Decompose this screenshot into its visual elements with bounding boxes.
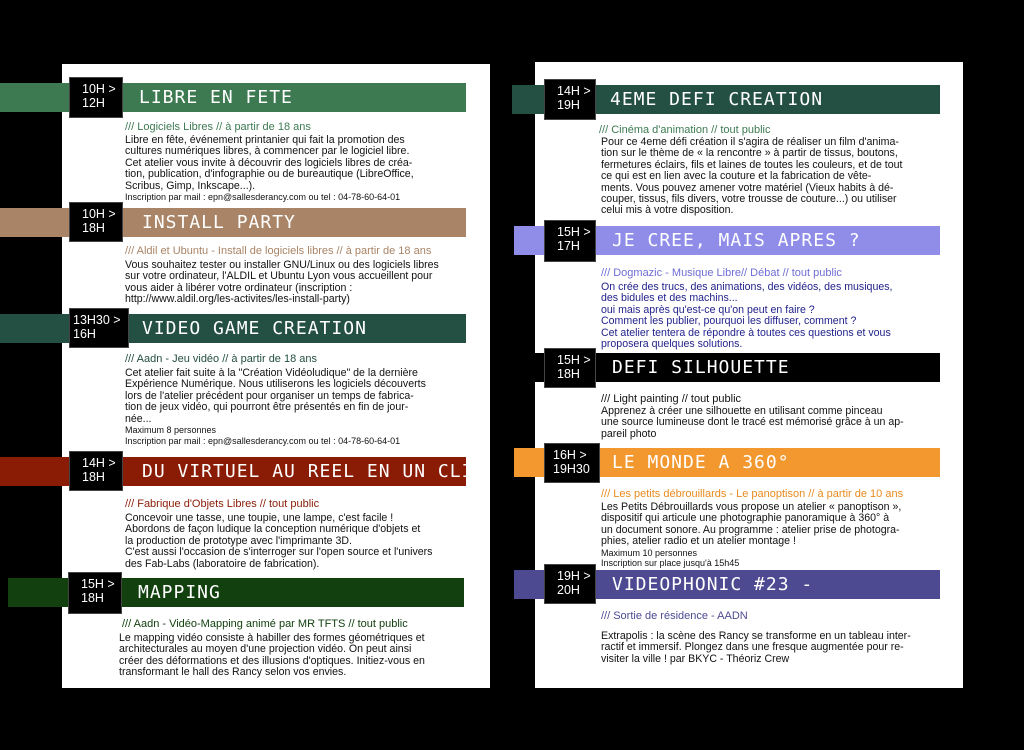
event-subtitle: /// Logiciels Libres // à partir de 18 ans [125,121,311,133]
event-description: Pour ce 4eme défi création il s'agira de réaliser un film d'anima- tion sur le thème de « la rencontre » à partir de tissus, boutons, fermetures éclairs, fils et laines de toutes les couleurs, et de tout ce qui est en lien avec la couture et la fabrication de vête- ments. Vous pouvez amener votre matériel (Vieux habits à dé- couper, tissus, fils divers, votre trousse de couture...) ou utiliser celui mis à votre disposition. [601,136,903,217]
event-time: 15H > 18H [544,348,596,388]
event-time: 15H > 17H [544,220,596,262]
event-description: Extrapolis : la scène des Rancy se transforme en un tableau inter- ractif et immersif. Plongez dans une fresque augmentée pour re- visiter la ville ! par BKYC - Théoriz Crew [601,630,911,665]
event-subtitle: /// Aadn - Vidéo-Mapping animé par MR TFTS // tout public [122,618,408,630]
event-time: 15H > 18H [68,572,122,614]
event-title: VIDEOPHONIC #23 - [612,574,814,595]
event-time: 10H > 18H [69,202,123,242]
event-subtitle: /// Light painting // tout public [601,393,742,405]
event-subtitle: /// Dogmazic - Musique Libre// Débat // tout public [601,267,842,279]
event-subtitle: /// Sortie de résidence - AADN [601,610,748,622]
event-time: 10H > 12H [69,77,123,118]
event-subtitle: /// Les petits débrouillards - Le panoptison // à partir de 10 ans [601,488,904,500]
event-title: LIBRE EN FETE [139,87,293,108]
event-subtitle: /// Cinéma d'animation // tout public [599,124,771,136]
event-time: 14H > 19H [544,79,596,120]
event-time: 16H > 19H30 [544,443,600,483]
event-description: Libre en fête, événement printanier qui fait la promotion des cultures numériques libres, à commencer par le logiciel libre. Cet atelier vous invite à découvrir des logiciels libres de créa- tion, publication, d'infographie ou de bureautique (LibreOffice, Scribus, Gimp, Inkscape...). Inscription par mail : epn@sallesderancy.com ou tel : 04-78-60-64-01 [125,134,414,203]
event-time: 19H > 20H [544,564,596,604]
event-title: INSTALL PARTY [142,212,296,233]
event-subtitle: /// Aadn - Jeu vidéo // à partir de 18 ans [125,353,318,365]
event-time: 13H30 > 16H [69,308,129,348]
event-subtitle: /// Fabrique d'Objets Libres // tout public [125,498,320,510]
event-description: Concevoir une tasse, une toupie, une lampe, c'est facile ! Abordons de façon ludique la conception numérique d'objets et la production de prototype avec l'imprimante 3D. C'est aussi l'occasion de s'interroger sur l'open source et l'univers des Fab-Labs (laboratoire de fabrication). [125,512,433,570]
event-title: DEFI SILHOUETTE [612,357,790,378]
event-time: 14H > 18H [69,451,123,491]
event-title: DU VIRTUEL AU REEL EN UN CLIC [142,461,486,482]
event-description: Apprenez à créer une silhouette en utilisant comme pinceau une source lumineuse dont le tracé est mémorisé grâce à un ap- pareil photo [601,405,904,440]
event-title: JE CREE, MAIS APRES ? [612,230,861,251]
event-description: Vous souhaitez tester ou installer GNU/Linux ou des logiciels libres sur votre ordinateur, l'ALDIL et Ubuntu Lyon vous accueillent pour vous aider à libérer votre ordinateur (inscription : http://www.aldil.org/les-activites/les-install-party) [125,259,439,306]
event-title: LE MONDE A 360° [612,452,790,473]
event-description: Cet atelier fait suite à la "Création Vidéoludique" de la dernière Expérience Numérique. Nous utiliserons les logiciels découverts lors de l'atelier précédent pour organiser un temps de fabrica- tion de jeux vidéo, qui pourront être présentés en fin de jour- née... Maximum 8 personnes Inscription par mail : epn@sallesderancy.com ou tel : 04-78-60-64-01 [125,367,426,446]
event-description: On crée des trucs, des animations, des vidéos, des musiques, des bidules et des machins... oui mais après qu'est-ce qu'on peut en faire ? Comment les publier, pourquoi les diffuser, comment ? Cet atelier tentera de répondre à toutes ces questions et vous proposera quelques solutions. [601,281,893,351]
event-description: Le mapping vidéo consiste à habiller des formes géométriques et architecturales au moyen d'une projection vidéo. On peut ainsi créer des déformations et des illusions d'optiques. Initiez-vous en transformant le hall des Rancy selon vos envies. [119,632,425,679]
event-title: VIDEO GAME CREATION [142,318,367,339]
event-title: 4EME DEFI CREATION [610,89,824,110]
event-title: MAPPING [138,582,221,603]
event-description: Les Petits Débrouillards vous propose un atelier « panoptison », dispositif qui articule une photographie panoramique à 360° à un document sonore. Au programme : atelier prise de photogra- phies, atelier radio et un atelier montage ! Maximum 10 personnes Inscription sur place jusqu'à 15h45 [601,501,902,569]
event-subtitle: /// Aldil et Ubuntu - Install de logiciels libres // à partir de 18 ans [125,245,432,257]
